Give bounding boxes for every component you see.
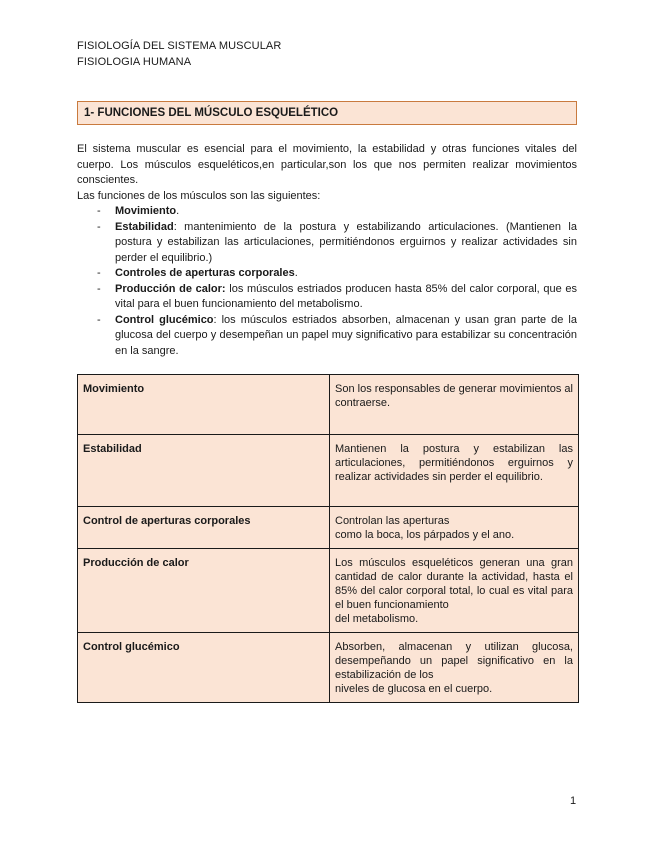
document-subtitle: FISIOLOGIA HUMANA bbox=[77, 56, 192, 68]
list-item bbox=[77, 204, 577, 220]
table-cell-description: Los músculos esqueléticos generan una gran cantidad de calor durante la actividad, hasta el 85% del calor corporal total, lo cual es vital para el buen funcionamiento del metabolismo. bbox=[330, 549, 579, 633]
list-item bbox=[77, 282, 577, 313]
list-item-term: Movimiento bbox=[115, 205, 177, 217]
intro-paragraph: El sistema muscular es esencial para el movimiento, la estabilidad y otras funciones vitales del cuerpo. Los músculos esqueléticos,en particular,son los que nos permiten realizar movimientos conscientes. bbox=[77, 143, 577, 186]
table-cell-name: Control de aperturas corporales bbox=[78, 507, 330, 549]
list-item-term: Producción de calor: bbox=[115, 282, 226, 295]
list-item bbox=[77, 313, 577, 360]
table-cell-name: Estabilidad bbox=[78, 435, 330, 507]
table-cell-description: Son los responsables de generar movimientos al contraerse. bbox=[330, 375, 579, 435]
section-heading bbox=[77, 101, 577, 125]
list-item-text: . bbox=[176, 205, 180, 217]
table-row bbox=[78, 375, 579, 435]
bullet-dash: - bbox=[97, 220, 101, 233]
document-title: FISIOLOGÍA DEL SISTEMA MUSCULAR bbox=[77, 40, 282, 52]
list-item bbox=[77, 220, 577, 267]
table-cell-description: Controlan las aperturas como la boca, los párpados y el ano. bbox=[330, 507, 579, 549]
list-item-text: . bbox=[294, 267, 298, 279]
bullet-dash: - bbox=[97, 313, 101, 326]
section-title: 1- FUNCIONES DEL MÚSCULO ESQUELÉTICO bbox=[84, 107, 339, 119]
table-cell-description: Absorben, almacenan y utilizan glucosa, desempeñando un papel significativo en la estabilización de los niveles de glucosa en el cuerpo. bbox=[330, 633, 579, 703]
table-row bbox=[78, 507, 579, 549]
list-intro: Las funciones de los músculos son las siguientes: bbox=[77, 189, 321, 202]
page-number: 1 bbox=[570, 795, 577, 807]
table-cell-name: Movimiento bbox=[78, 375, 330, 435]
bullet-dash: - bbox=[97, 267, 101, 279]
table-cell-name: Control glucémico bbox=[78, 633, 330, 703]
list-item-term: Estabilidad bbox=[115, 220, 174, 233]
intro-text bbox=[77, 142, 577, 359]
list-item-term: Controles de aperturas corporales bbox=[115, 267, 295, 279]
functions-list bbox=[77, 204, 577, 359]
table-row bbox=[78, 549, 579, 633]
list-item-text: : mantenimiento de la postura y estabilizando articulaciones. (Mantienen la postura y estabilizan las articulaciones, permitiéndonos erguirnos y realizar actividades sin perder el equilibrio.) bbox=[115, 220, 577, 264]
list-item bbox=[77, 266, 577, 282]
list-item-text: : los músculos estriados absorben, almacenan y usan gran parte de la glucosa del cuerpo y desempeñan un papel muy significativo para estabilizar su concentración en la sangre. bbox=[115, 313, 577, 357]
bullet-dash: - bbox=[97, 205, 101, 217]
table-row bbox=[78, 435, 579, 507]
bullet-dash: - bbox=[97, 282, 101, 295]
functions-table bbox=[77, 374, 579, 703]
table-cell-name: Producción de calor bbox=[78, 549, 330, 633]
list-item-text: los músculos estriados producen hasta 85% del calor corporal, que es vital para el buen funcionamiento del metabolismo. bbox=[115, 282, 577, 310]
table-cell-description: Mantienen la postura y estabilizan las articulaciones, permitiéndonos erguirnos y realizar actividades sin perder el equilibrio. bbox=[330, 435, 579, 507]
page-header bbox=[77, 38, 281, 70]
table-row bbox=[78, 633, 579, 703]
list-item-term: Control glucémico bbox=[115, 313, 214, 326]
